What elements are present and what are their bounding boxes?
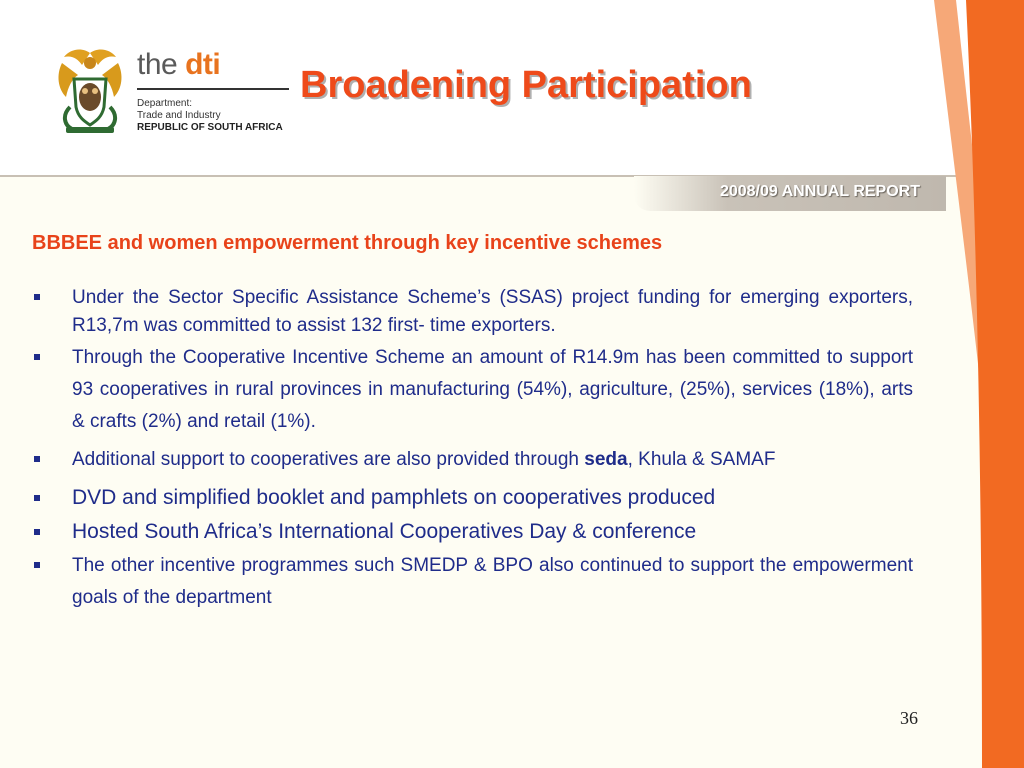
square-bullet-icon [34, 354, 40, 360]
bullet-item [32, 516, 913, 548]
annual-report-label: 2008/09 ANNUAL REPORT [719, 183, 920, 200]
brand-department: Department: [137, 98, 193, 109]
square-bullet-icon [34, 294, 40, 300]
brand-prefix: the [137, 48, 178, 81]
square-bullet-icon [34, 456, 40, 462]
square-bullet-icon [34, 562, 40, 568]
bullet-text: Through the Cooperative Incentive Scheme an amount of R14.9m has been committed to support 93 cooperatives in rural provinces in manufacturing (54%), agriculture, (25%), services (18%), arts & crafts (2%) and retail (1%). [72, 347, 913, 432]
coat-of-arms-icon [52, 45, 128, 137]
bullet-list [32, 284, 913, 614]
brand-accent: dti [185, 48, 221, 81]
orange-swoosh-decoration [920, 0, 1024, 768]
square-bullet-icon [34, 529, 40, 535]
bullet-item [32, 444, 913, 476]
bullet-text: Hosted South Africa’s International Cooperatives Day & conference [72, 520, 697, 543]
slide-title: Broadening Participation [300, 64, 752, 106]
page-number: 36 [900, 708, 918, 728]
brand-country: REPUBLIC OF SOUTH AFRICA [137, 122, 283, 133]
bullet-item [32, 342, 913, 438]
bullet-text-start: Additional support to cooperatives are also provided through [72, 449, 585, 470]
bullet-text: Under the Sector Specific Assistance Scheme’s (SSAS) project funding for emerging exporters, R13,7m was committed to assist 132 first- time exporters. [72, 287, 913, 336]
slide-header [0, 0, 1024, 175]
bullet-item [32, 550, 913, 614]
bullet-item [32, 482, 913, 514]
brand-name [137, 48, 297, 82]
dti-logo [137, 48, 297, 134]
bullet-item [32, 284, 913, 340]
bullet-text: DVD and simplified booklet and pamphlets on cooperatives produced [72, 486, 716, 509]
bullet-text: The other incentive programmes such SMEDP & BPO also continued to support the empowerment goals of the department [72, 555, 913, 608]
square-bullet-icon [34, 495, 40, 501]
brand-ministry: Trade and Industry [137, 110, 221, 121]
section-subtitle: BBBEE and women empowerment through key incentive schemes [32, 232, 663, 254]
bullet-text-bold: seda [584, 449, 628, 470]
bullet-text-end: , Khula & SAMAF [627, 449, 776, 470]
brand-rule [137, 88, 289, 90]
annual-report-tab [634, 176, 946, 211]
